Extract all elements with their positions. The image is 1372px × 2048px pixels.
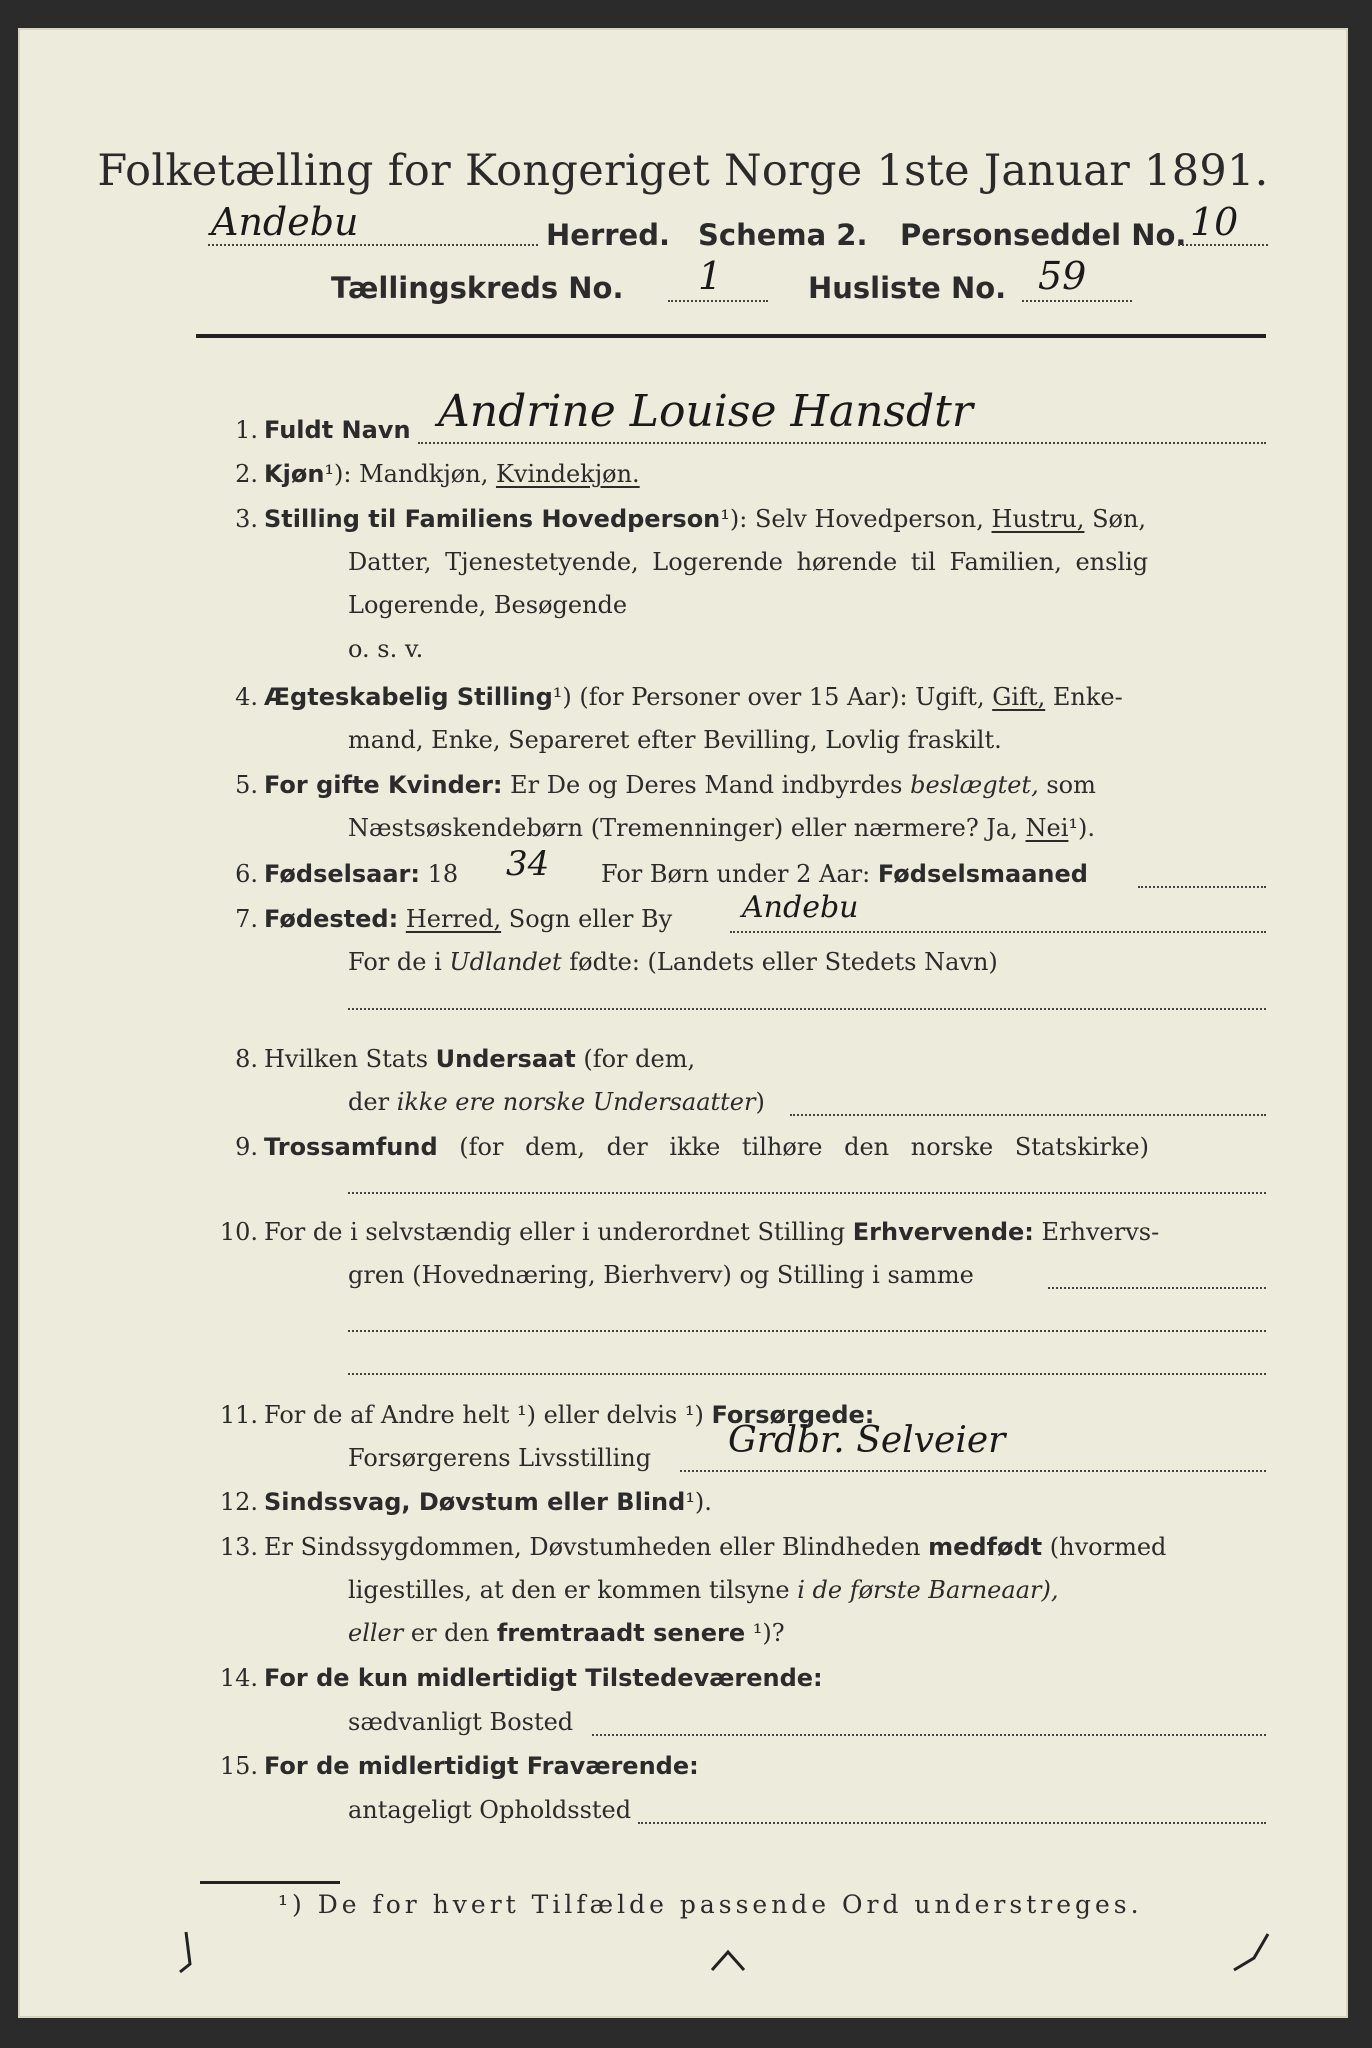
family-position-line4: o. s. v.: [348, 635, 424, 663]
probable-location-dotted-line: [638, 1822, 1266, 1824]
kreds-dotted-line: [668, 300, 768, 302]
full-name-handwritten: Andrine Louise Hansdtr: [438, 386, 973, 437]
temporary-absent-label: For de midlertidigt Fraværende:: [264, 1752, 699, 1780]
congenital-line3: eller er den fremtraadt senere ¹)?: [348, 1619, 785, 1647]
usual-residence-label: sædvanligt Bosted: [348, 1708, 574, 1736]
birthplace-label: Fødested:: [264, 905, 399, 933]
husliste-label: Husliste No.: [808, 271, 1007, 305]
footnote-rule: [200, 1881, 340, 1884]
item-number: 4.: [235, 683, 258, 711]
item-number: 14.: [219, 1664, 258, 1692]
birth-month-dotted-line: [1138, 886, 1266, 888]
married-women-line2: Næstsøskendebørn (Tremenninger) eller nærmere? Ja, Nei¹).: [348, 814, 1096, 842]
full-name-dotted-line: [418, 442, 1266, 444]
birth-month-question: For Børn under 2 Aar: Fødselsmaaned: [601, 860, 1088, 888]
marital-status-label: Ægteskabelig Stilling: [264, 683, 553, 711]
religion-label: Trossamfund: [264, 1133, 438, 1161]
item-number: 6.: [235, 860, 258, 888]
marital-status-question: Ægteskabelig Stilling¹) (for Personer over 15 Aar): Ugift, Gift, Enke-: [264, 683, 1123, 711]
citizenship-line2: der ikke ere norske Undersaatter): [348, 1088, 765, 1116]
kreds-label: Tællingskreds No.: [331, 271, 624, 305]
marital-status-selected-gift: Gift,: [992, 683, 1046, 711]
sex-options: ¹): Mandkjøn,: [324, 460, 489, 488]
family-position-question: Stilling til Familiens Hovedperson¹): Selv Hovedperson, Hustru, Søn,: [264, 505, 1147, 533]
herred-handwritten: Andebu: [211, 200, 359, 244]
provider-occupation-handwritten: Grdbr. Selveier: [728, 1420, 1006, 1461]
birthplace-abroad-dotted-line: [348, 1008, 1266, 1010]
family-position-line3: Logerende, Besøgende: [348, 591, 628, 619]
form-title: Folketælling for Kongeriget Norge 1ste Januar 1891.: [97, 146, 1269, 196]
husliste-number-handwritten: 59: [1038, 254, 1087, 298]
herred-label: Herred.: [546, 218, 670, 252]
personseddel-label: Personseddel No.: [900, 218, 1187, 252]
disability-question: Sindssvag, Døvstum eller Blind¹).: [264, 1488, 712, 1516]
birth-year-label: Fødselsaar:: [264, 860, 420, 888]
item-number: 15.: [219, 1752, 258, 1780]
item-number: 2.: [235, 460, 258, 488]
birth-month-label: Fødselsmaaned: [877, 860, 1088, 888]
birthplace-handwritten: Andebu: [742, 890, 859, 925]
item-number: 3.: [235, 505, 258, 533]
family-position-line2: Datter, Tjenestetyende, Logerende hørende til Familien, enslig: [348, 548, 1149, 576]
religion-dotted-line: [348, 1192, 1266, 1194]
schema-label: Schema 2.: [698, 218, 868, 252]
probable-location-label: antageligt Opholdssted: [348, 1796, 632, 1824]
congenital-line2: ligestilles, at den er kommen tilsyne i de første Barneaar),: [348, 1576, 1059, 1604]
item-number: 11.: [219, 1401, 258, 1429]
congenital-label: medfødt: [928, 1533, 1043, 1561]
item-number: 5.: [235, 771, 258, 799]
married-women-selected-nei: Nei: [1025, 814, 1069, 842]
married-women-question: For gifte Kvinder: Er De og Deres Mand indbyrdes beslægtet, som: [264, 771, 1096, 799]
full-name-label: Fuldt Navn: [264, 416, 411, 444]
citizenship-dotted-line: [790, 1114, 1266, 1116]
citizenship-label: Undersaat: [435, 1045, 576, 1073]
herred-dotted-line: [208, 244, 538, 246]
husliste-dotted-line: [1022, 300, 1132, 302]
occupation-dotted-line-2: [348, 1330, 1266, 1332]
occupation-line2: gren (Hovednæring, Bierhverv) og Stilling i samme: [348, 1261, 974, 1289]
family-position-selected-hustru: Hustru,: [991, 505, 1085, 533]
personseddel-dotted-line: [1178, 244, 1268, 246]
header-rule: [196, 334, 1266, 338]
birth-year-handwritten: 34: [506, 844, 550, 884]
item-number: 10.: [219, 1218, 258, 1246]
birth-year-question: Fødselsaar: 18: [264, 860, 459, 888]
supported-question: For de af Andre helt ¹) eller delvis ¹) Forsørgede:: [264, 1401, 875, 1429]
item-number: 13.: [219, 1533, 258, 1561]
provider-occupation-label: Forsørgerens Livsstilling: [348, 1444, 652, 1472]
disability-label: Sindssvag, Døvstum eller Blind: [264, 1488, 686, 1516]
birthplace-abroad-line: For de i Udlandet fødte: (Landets eller Stedets Navn): [348, 948, 998, 976]
provider-occupation-dotted-line: [680, 1470, 1266, 1472]
birthplace-selected-herred: Herred,: [405, 905, 502, 933]
item-number: 12.: [219, 1488, 258, 1516]
congenital-question: Er Sindssygdommen, Døvstumheden eller Blindheden medfødt (hvormed: [264, 1533, 1167, 1561]
item-number: 8.: [235, 1045, 258, 1073]
occupation-dotted-line-3: [348, 1373, 1266, 1375]
item-number: 7.: [235, 905, 258, 933]
supported-label: Forsørgede:: [711, 1401, 875, 1429]
occupation-dotted-line-1: [1048, 1287, 1266, 1289]
footnote: ¹) De for hvert Tilfælde passende Ord understreges.: [278, 1890, 1143, 1919]
temporary-present-label: For de kun midlertidigt Tilstedeværende:: [264, 1664, 823, 1692]
birthplace-dotted-line: [730, 931, 1266, 933]
marital-status-line2: mand, Enke, Separeret efter Bevilling, Lovlig fraskilt.: [348, 726, 1002, 754]
religion-question: Trossamfund (for dem, der ikke tilhøre den norske Statskirke): [264, 1133, 1149, 1161]
sex-label: Kjøn: [264, 460, 325, 488]
item-number: 9.: [235, 1133, 258, 1161]
married-women-label: For gifte Kvinder:: [264, 771, 503, 799]
item-number: 1.: [235, 416, 258, 444]
citizenship-question: Hvilken Stats Undersaat (for dem,: [264, 1045, 696, 1073]
census-form-page: [18, 28, 1348, 2018]
corner-mark-right: [1228, 1928, 1278, 1978]
family-position-label: Stilling til Familiens Hovedperson: [264, 505, 721, 533]
occupation-question: For de i selvstændig eller i underordnet Stilling Erhvervende: Erhvervs-: [264, 1218, 1160, 1246]
occupation-label: Erhvervende:: [852, 1218, 1034, 1246]
usual-residence-dotted-line: [592, 1734, 1266, 1736]
corner-mark-center: [708, 1938, 748, 1978]
birthplace-question: Fødested: Herred, Sogn eller By: [264, 905, 673, 933]
corner-mark-left: [168, 1928, 208, 1978]
personseddel-number-handwritten: 10: [1190, 200, 1239, 244]
sex-question: [264, 460, 640, 488]
kreds-number-handwritten: 1: [698, 254, 723, 298]
sex-selected-female: Kvindekjøn.: [495, 460, 640, 488]
